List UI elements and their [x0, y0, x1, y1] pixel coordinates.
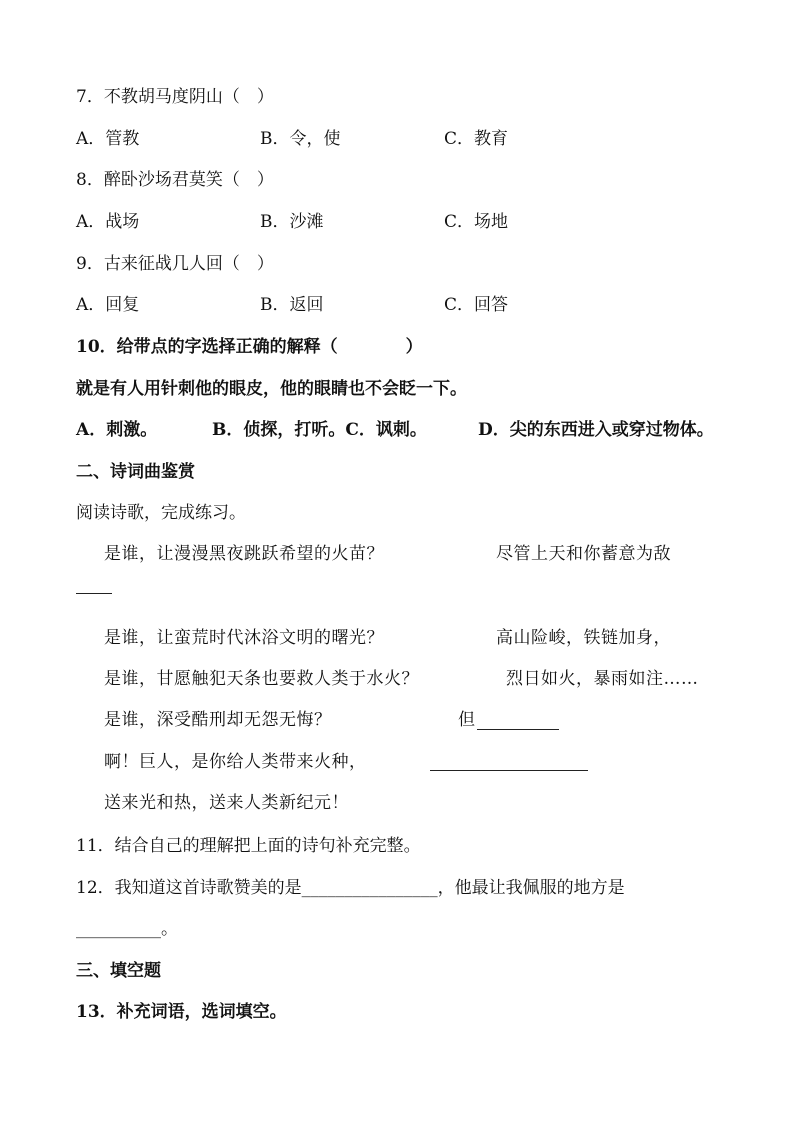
q9-option-b: B．返回	[260, 295, 324, 315]
poem-right-line-1: 尽管上天和你蓄意为敌	[496, 544, 671, 564]
q9-option-c: C．回答	[444, 295, 509, 315]
q10-sentence: 就是有人用针刺他的眼皮，他的眼睛也不会眨一下。	[76, 379, 467, 399]
section-2-instruction: 阅读诗歌，完成练习。	[76, 503, 246, 523]
q9-stem: 9．古来征战几人回（ ）	[76, 254, 274, 274]
q10-option-b: B．侦探，打听。C．讽刺。	[212, 420, 427, 440]
poem-blank-rule-1	[76, 593, 112, 594]
q11-stem: 11．结合自己的理解把上面的诗句补充完整。	[76, 836, 421, 856]
q8-option-c: C．场地	[444, 212, 509, 232]
poem-blank-rule-2[interactable]	[477, 729, 559, 730]
q7-stem: 7．不教胡马度阴山（ ）	[76, 87, 274, 107]
poem-right-line-4: 但	[458, 710, 476, 730]
poem-left-line-1: 是谁，让漫漫黑夜跳跃希望的火苗？	[104, 544, 384, 564]
q7-option-a: A．管教	[76, 129, 140, 149]
q7-option-b: B．令，使	[260, 129, 341, 149]
q13-stem: 13．补充词语，选词填空。	[76, 1002, 287, 1022]
section-3-heading: 三、填空题	[76, 961, 161, 981]
q8-option-a: A．战场	[76, 212, 140, 232]
poem-left-line-3: 是谁，甘愿触犯天条也要救人类于水火？	[104, 669, 419, 689]
q10-stem: 10．给带点的字选择正确的解释（ ）	[76, 337, 423, 357]
poem-left-line-6: 送来光和热，送来人类新纪元！	[104, 793, 349, 813]
q7-option-c: C．教育	[444, 129, 509, 149]
poem-right-line-2: 高山险峻，铁链加身，	[496, 628, 671, 648]
section-2-heading: 二、诗词曲鉴赏	[76, 462, 195, 482]
poem-left-line-5: 啊！巨人，是你给人类带来火种，	[104, 752, 367, 772]
q10-option-a: A．刺激。	[76, 420, 158, 440]
poem-left-line-4: 是谁，深受酷刑却无怨无悔？	[104, 710, 332, 730]
poem-left-line-2: 是谁，让蛮荒时代沐浴文明的曙光？	[104, 628, 384, 648]
q12-line-1: 12．我知道这首诗歌赞美的是________________，他最让我佩服的地方是	[76, 878, 625, 898]
q9-option-a: A．回复	[76, 295, 140, 315]
q8-option-b: B．沙滩	[260, 212, 324, 232]
q8-stem: 8．醉卧沙场君莫笑（ ）	[76, 170, 274, 190]
poem-right-line-3: 烈日如火，暴雨如注……	[506, 669, 699, 689]
q10-option-d: D．尖的东西进入或穿过物体。	[478, 420, 714, 440]
poem-blank-rule-3[interactable]	[430, 770, 588, 771]
q12-line-2: __________。	[76, 919, 178, 939]
